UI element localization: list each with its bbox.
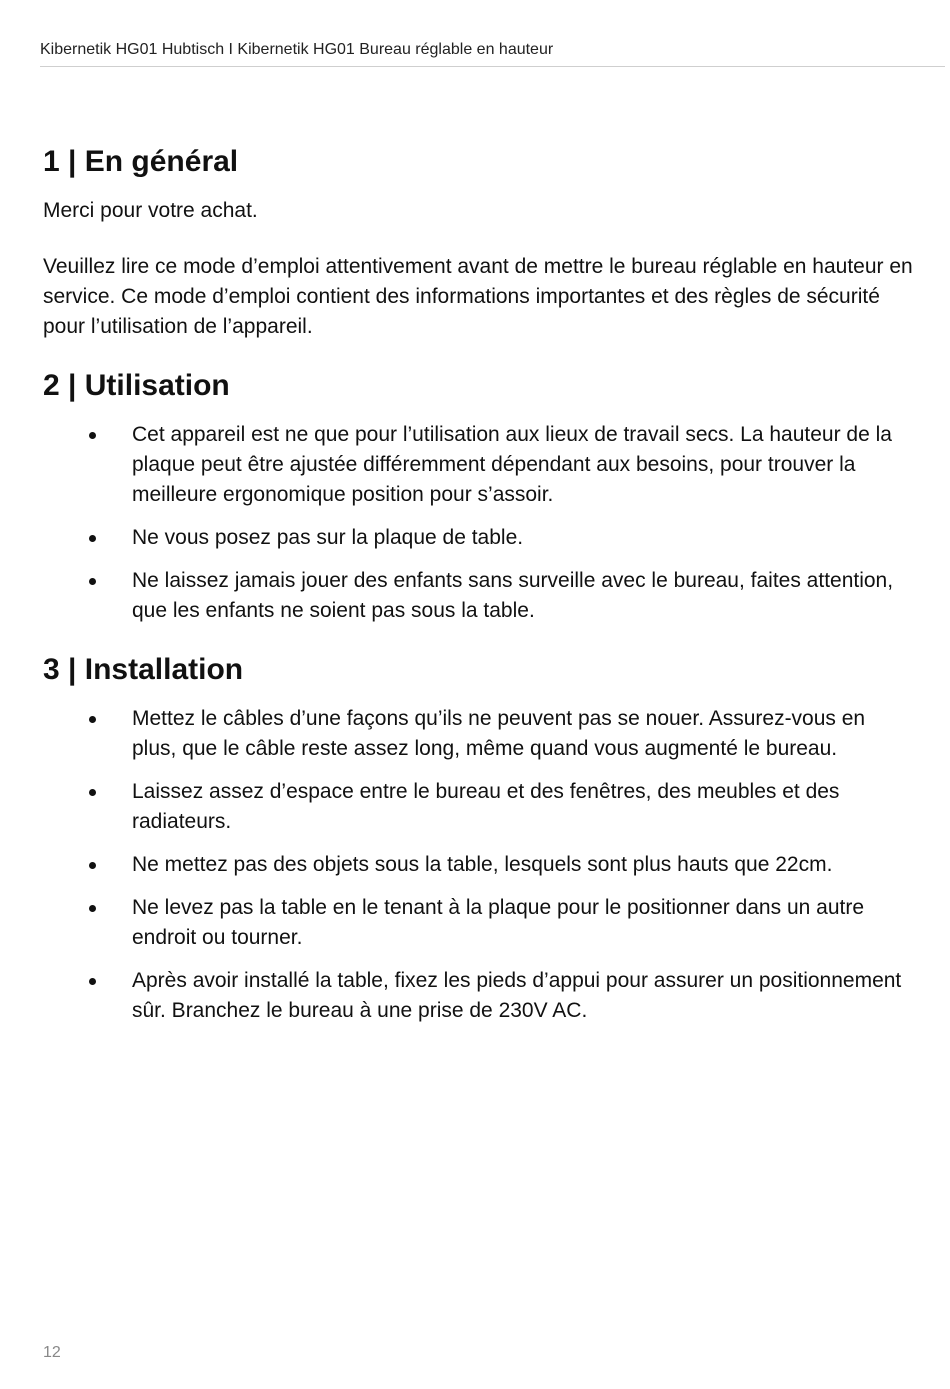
section-general bbox=[43, 142, 913, 342]
bullet-icon bbox=[89, 905, 96, 912]
list-item-text: Après avoir installé la table, fixez les pieds d’appui pour assurer un positionnement sûr. Branchez le bureau à une prise de 230V AC. bbox=[132, 969, 902, 1022]
bullet-list bbox=[43, 704, 913, 1026]
list-item-text: Cet appareil est ne que pour l’utilisation aux lieux de travail secs. La hauteur de la plaque peut être ajustée différemment dépendant aux besoins, pour trouver la meilleure ergonomique position pour s’assoir. bbox=[132, 423, 892, 506]
bullet-icon bbox=[89, 789, 96, 796]
list-item-text: Ne mettez pas des objets sous la table, lesquels sont plus hauts que 22cm. bbox=[132, 853, 833, 876]
bullet-icon bbox=[89, 535, 96, 542]
list-item bbox=[43, 523, 913, 553]
running-header bbox=[40, 40, 945, 67]
list-item bbox=[43, 893, 913, 953]
bullet-list bbox=[43, 420, 913, 626]
list-item-text: Ne vous posez pas sur la plaque de table. bbox=[132, 526, 524, 549]
bullet-icon bbox=[89, 862, 96, 869]
section-usage bbox=[43, 366, 913, 626]
list-item-text: Ne levez pas la table en le tenant à la plaque pour le positionner dans un autre endroit ou tourner. bbox=[132, 896, 865, 949]
list-item bbox=[43, 704, 913, 764]
section-title: 2 | Utilisation bbox=[43, 369, 230, 402]
list-item bbox=[43, 777, 913, 837]
list-item bbox=[43, 966, 913, 1026]
bullet-icon bbox=[89, 978, 96, 985]
paragraph: Merci pour votre achat. bbox=[43, 199, 258, 222]
list-item bbox=[43, 566, 913, 626]
list-item bbox=[43, 850, 913, 880]
bullet-icon bbox=[89, 578, 96, 585]
bullet-icon bbox=[89, 716, 96, 723]
list-item-text: Laissez assez d’espace entre le bureau et des fenêtres, des meubles et des radiateurs. bbox=[132, 780, 840, 833]
section-title: 3 | Installation bbox=[43, 653, 244, 686]
list-item bbox=[43, 420, 913, 510]
bullet-icon bbox=[89, 432, 96, 439]
page-number: 12 bbox=[43, 1344, 61, 1361]
running-header-text: Kibernetik HG01 Hubtisch I Kibernetik HG01 Bureau réglable en hauteur bbox=[40, 41, 554, 58]
list-item-text: Mettez le câbles d’une façons qu’ils ne peuvent pas se nouer. Assurez-vous en plus, que le câble reste assez long, même quand vous augmenté le bureau. bbox=[132, 707, 866, 760]
section-title: 1 | En général bbox=[43, 145, 239, 178]
paragraph: Veuillez lire ce mode d’emploi attentivement avant de mettre le bureau réglable en hauteur en service. Ce mode d’emploi contient des informations importantes et des règles de sécurité pour l’utilisation de l’appareil. bbox=[43, 255, 913, 338]
list-item-text: Ne laissez jamais jouer des enfants sans surveille avec le bureau, faites attention, que les enfants ne soient pas sous la table. bbox=[132, 569, 894, 622]
document-body bbox=[43, 142, 913, 1050]
section-installation bbox=[43, 650, 913, 1026]
